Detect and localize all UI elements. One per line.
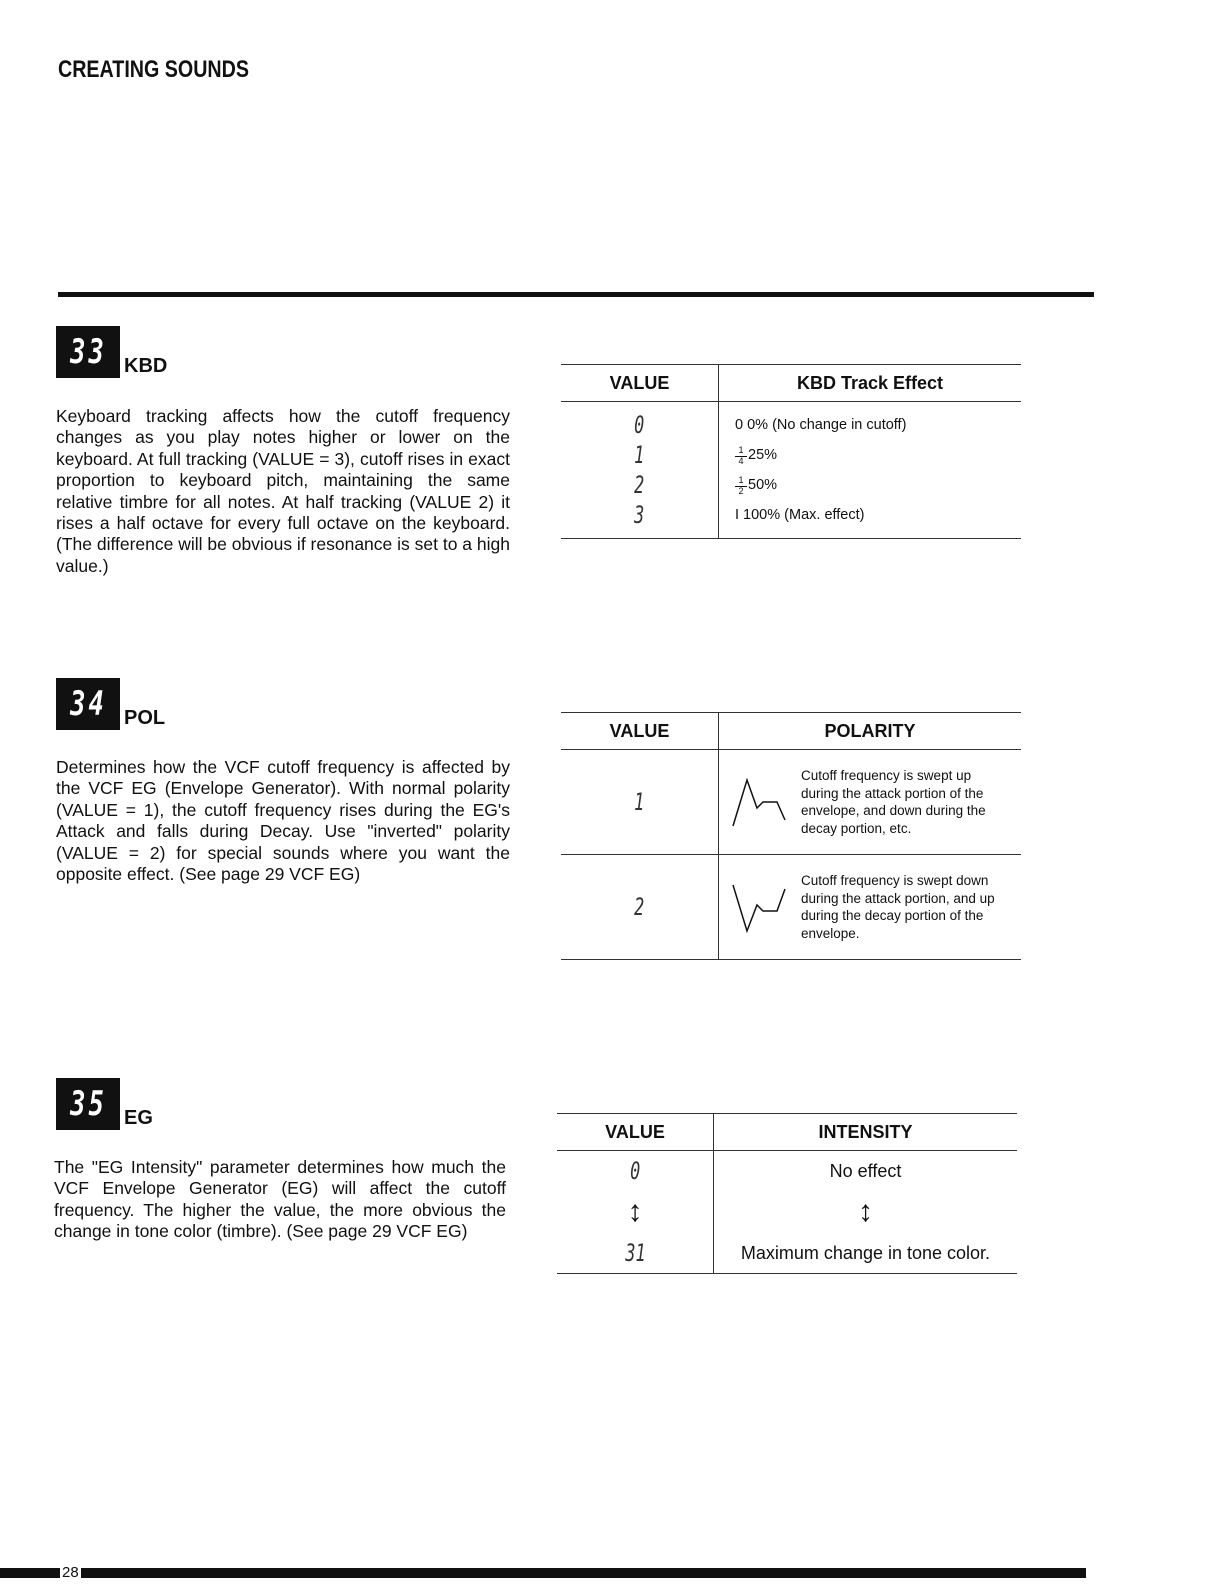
param-name: KBD [124, 355, 168, 377]
up-down-arrow-icon: ↕ [627, 1195, 643, 1228]
value-cell: 3 [634, 501, 645, 529]
effect-cell: Maximum change in tone color. [740, 1242, 991, 1263]
column-header-value: VALUE [561, 365, 719, 402]
kbd-description: Keyboard tracking affects how the cutoff frequency changes as you play notes higher or lower on the keyboard. At full tracking (VALUE = 3), cutoff rises in exact proportion to keyboard pitch, maintaining the same relative timbre for all notes. At half tracking (VALUE 2) it rises a half octave for every full octave on the keyboard. (The difference will be obvious if resonance is set to a high value.) [56, 406, 510, 576]
effect-cell: 0 0% (No change in cutoff) [735, 417, 907, 433]
fraction: 1 4 [735, 446, 747, 465]
column-header-intensity: INTENSITY [714, 1114, 1018, 1151]
effect-cell: Cutoff frequency is swept up during the attack portion of the envelope, and down during the decay portion, etc. [801, 768, 986, 836]
effect-cell: 1 2 50% [735, 470, 1021, 500]
effect-cell: 1 4 25% [735, 440, 1021, 470]
page-number: 28 [62, 1564, 79, 1581]
footer-bar [0, 1568, 1086, 1578]
lcd-display: 33 [56, 326, 120, 378]
lcd-display: 34 [56, 678, 120, 730]
pol-table [561, 712, 1021, 960]
page-title: CREATING SOUNDS [58, 56, 249, 83]
value-cell: 2 [634, 893, 645, 921]
value-cell: 1 [634, 441, 645, 469]
up-down-arrow-icon: ↕ [858, 1195, 873, 1228]
eg-heading [56, 1078, 153, 1130]
value-cell: 2 [634, 471, 645, 499]
param-name: POL [124, 707, 166, 729]
top-divider [58, 292, 1094, 297]
value-cell: 0 [634, 411, 645, 439]
column-header-value: VALUE [561, 713, 719, 750]
eg-description: The "EG Intensity" parameter determines how much the VCF Envelope Generator (EG) will affect the cutoff frequency. The higher the value, the more obvious the change in tone color (timbre). (See page 29 VCF EG) [54, 1157, 506, 1242]
value-cell: 31 [624, 1239, 646, 1267]
inverted-envelope-icon [731, 877, 789, 937]
value-cell: 1 [634, 788, 645, 816]
column-header-effect: KBD Track Effect [719, 365, 1022, 402]
pol-heading [56, 678, 165, 730]
column-header-value: VALUE [557, 1114, 714, 1151]
eg-table [557, 1113, 1017, 1274]
effect-cell: No effect [829, 1160, 902, 1181]
normal-envelope-icon [731, 772, 789, 832]
value-cell: 0 [629, 1157, 641, 1185]
column-header-polarity: POLARITY [719, 713, 1022, 750]
kbd-heading [56, 326, 167, 378]
effect-cell: Cutoff frequency is swept down during the attack portion, and up during the decay portion of the envelope. [801, 873, 995, 941]
pol-description: Determines how the VCF cutoff frequency is affected by the VCF EG (Envelope Generator). With normal polarity (VALUE = 1), the cutoff frequency rises during the EG's Attack and falls during Decay. Use "inverted" polarity (VALUE = 2) for special sounds where you want the opposite effect. (See page 29 VCF EG) [56, 757, 510, 885]
kbd-table [561, 364, 1021, 539]
param-name: EG [124, 1107, 153, 1129]
effect-cell: I 100% (Max. effect) [735, 507, 865, 523]
lcd-display: 35 [56, 1078, 120, 1130]
fraction: 1 2 [735, 476, 747, 495]
